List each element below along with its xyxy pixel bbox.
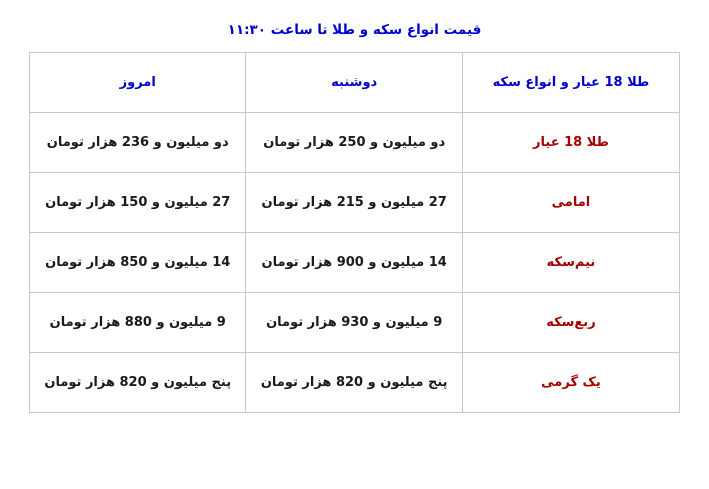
row-monday-emami: 27 میلیون و 215 هزار تومان [246,173,462,233]
column-header-category: طلا 18 عیار و انواع سکه [462,53,679,113]
row-label-quarter-coin: ربع‌سکه [462,293,679,353]
row-today-gold18: دو میلیون و 236 هزار تومان [30,113,246,173]
row-today-quarter-coin: 9 میلیون و 880 هزار تومان [30,293,246,353]
table-row [30,353,680,413]
row-monday-quarter-coin: 9 میلیون و 930 هزار تومان [246,293,462,353]
gold-coin-price-table [29,52,680,413]
table-row [30,113,680,173]
row-today-one-gram: پنج میلیون و 820 هزار تومان [30,353,246,413]
row-today-half-coin: 14 میلیون و 850 هزار تومان [30,233,246,293]
page-title: قیمت انواع سکه و طلا تا ساعت ۱۱:۳۰ [227,22,482,38]
row-monday-gold18: دو میلیون و 250 هزار تومان [246,113,462,173]
row-label-gold18: طلا 18 عیار [462,113,679,173]
row-monday-one-gram: پنج میلیون و 820 هزار تومان [246,353,462,413]
row-label-emami: امامی [462,173,679,233]
row-monday-half-coin: 14 میلیون و 900 هزار تومان [246,233,462,293]
column-header-monday: دوشنبه [246,53,462,113]
row-label-one-gram: یک گرمی [462,353,679,413]
price-table-wrapper [29,52,680,413]
table-row [30,233,680,293]
table-row [30,173,680,233]
table-body [30,113,680,413]
row-label-half-coin: نیم‌سکه [462,233,679,293]
table-header [30,53,680,113]
table-row [30,293,680,353]
table-header-row [30,53,680,113]
row-today-emami: 27 میلیون و 150 هزار تومان [30,173,246,233]
column-header-today: امروز [30,53,246,113]
